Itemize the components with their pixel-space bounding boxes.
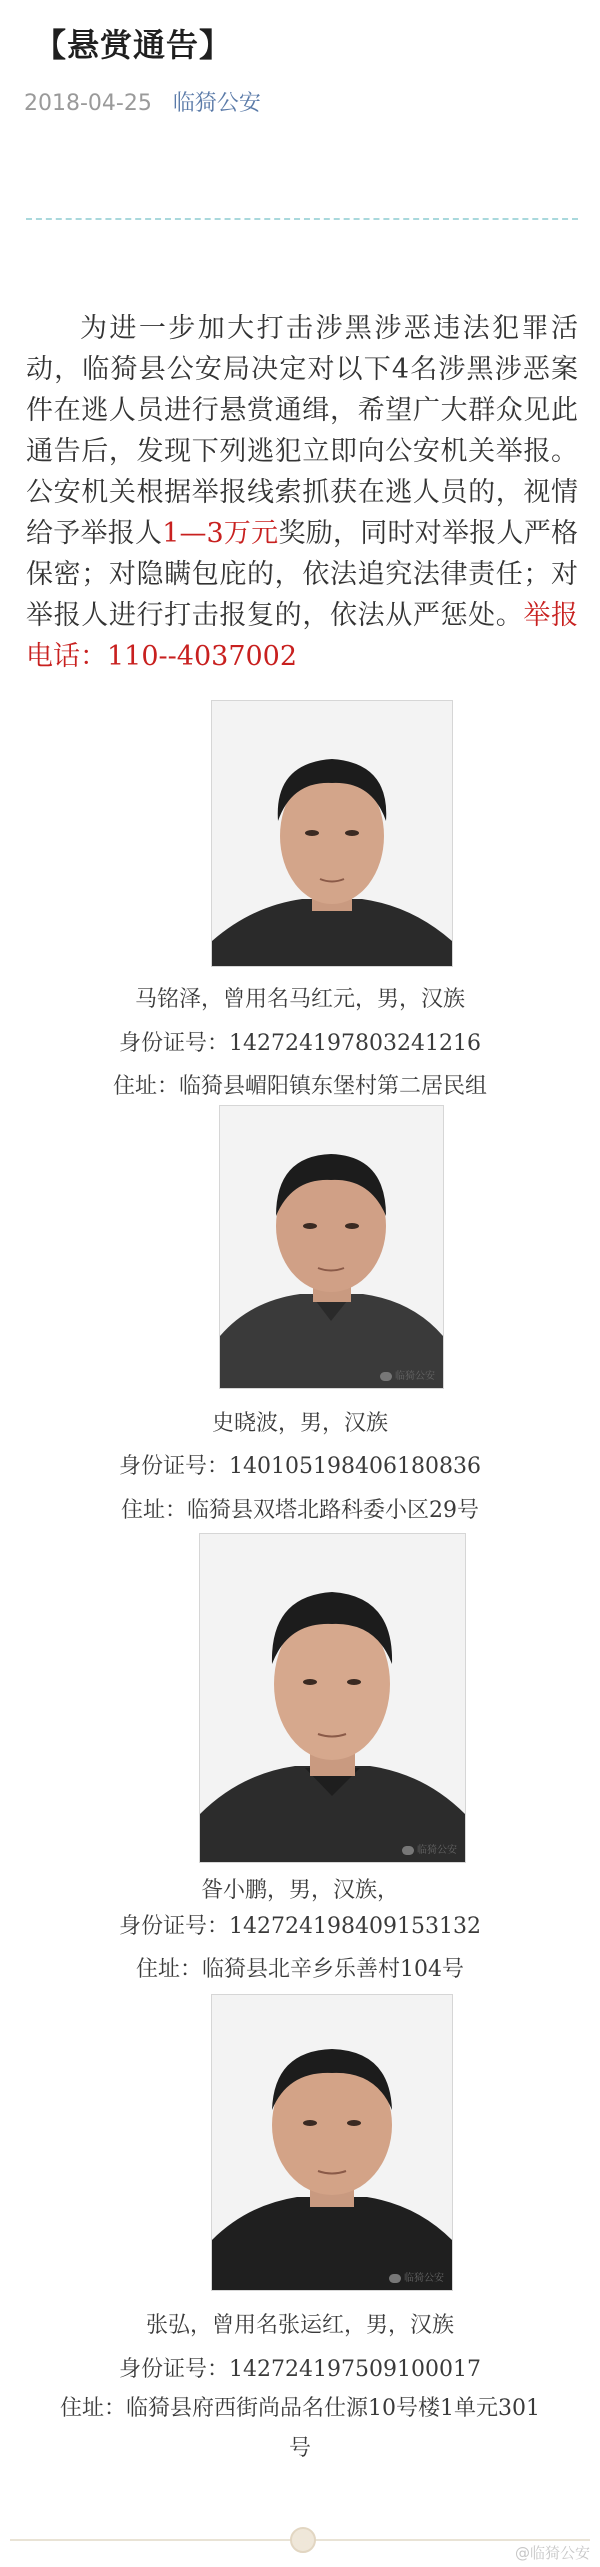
portrait-image xyxy=(212,701,452,966)
suspect-address-line: 住址：临猗县府西街尚品名仕源10号楼1单元301号 xyxy=(60,2396,540,2461)
suspect-name-line: 马铭泽，曾用名马红元，男，汉族 xyxy=(134,987,465,1012)
suspect-address-line: 住址：临猗县双塔北路科委小区29号 xyxy=(121,1498,479,1523)
wechat-icon xyxy=(380,1372,392,1381)
article-meta xyxy=(24,86,261,117)
page-title: 【悬赏通告】 xyxy=(34,26,233,64)
watermark: 临猗公安 xyxy=(380,1367,435,1382)
source-account-link[interactable]: 临猗公安 xyxy=(172,91,261,116)
portrait-image xyxy=(220,1106,443,1388)
wechat-icon xyxy=(402,1846,414,1855)
corner-watermark: @临猗公安 xyxy=(514,2544,590,2562)
portrait-image xyxy=(200,1534,465,1862)
footer-ornament xyxy=(290,2527,316,2553)
suspect-address-line: 住址：临猗县北辛乡乐善村104号 xyxy=(136,1957,464,1982)
wechat-icon xyxy=(389,2274,401,2283)
intro-text: 为进一步加大打击涉黑涉恶违法犯罪活动，临猗县公安局决定对以下4名涉黑涉恶案件在逃人员进行悬赏通缉，希望广大群众见此通告后，发现下列逃犯立即向公安机关举报。公安机关根据举报线索抓获在逃人员的，视情给予举报人 xyxy=(26,313,578,549)
suspect-name-line: 张弘，曾用名张运红，男，汉族 xyxy=(145,2313,454,2338)
publish-date: 2018-04-25 xyxy=(24,91,152,116)
watermark: 临猗公安 xyxy=(389,2269,444,2284)
suspect-id-line: 身份证号：142724197803241216 xyxy=(119,1031,481,1056)
intro-paragraph xyxy=(26,308,578,677)
suspect-photo xyxy=(211,700,453,967)
intro-text-cont: 奖励，同时对举报人严格保密；对隐瞒包庇的，依法追究法律责任；对举报人进行打击报复的，依法从严惩处。 xyxy=(26,518,579,631)
suspect-id-line: 身份证号：142724198409153132 xyxy=(119,1914,481,1939)
suspect-id-line: 身份证号：140105198406180836 xyxy=(119,1454,481,1479)
suspect-photo xyxy=(211,1994,453,2291)
watermark: 临猗公安 xyxy=(402,1841,457,1856)
suspect-id-line: 身份证号：142724197509100017 xyxy=(119,2357,481,2382)
suspect-photo xyxy=(199,1533,466,1863)
divider xyxy=(26,218,578,220)
portrait-image xyxy=(212,1995,452,2290)
suspect-name-line: 昝小鹏，男，汉族， xyxy=(200,1878,399,1903)
suspect-photo xyxy=(219,1105,444,1389)
suspect-address-line: 住址：临猗县嵋阳镇东堡村第二居民组 xyxy=(112,1074,487,1099)
reward-amount: 1—3万元 xyxy=(162,518,279,549)
report-phone: 举报电话：110--4037002 xyxy=(26,600,579,672)
suspect-name-line: 史晓波，男，汉族 xyxy=(211,1411,388,1436)
